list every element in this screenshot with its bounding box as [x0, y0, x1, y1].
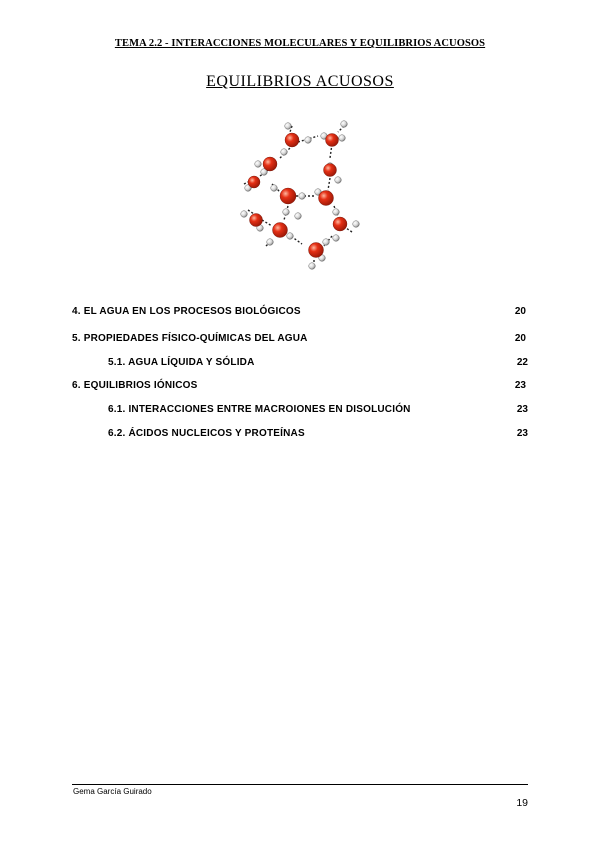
toc-entry	[72, 404, 532, 418]
hydrogen-bonds	[244, 126, 352, 266]
running-header: TEMA 2.2 - INTERACCIONES MOLECULARES Y EQUILIBRIOS ACUOSOS	[114, 38, 486, 49]
footer-divider	[72, 784, 528, 785]
toc-entry-page: 23	[516, 404, 528, 415]
toc-entry-label: 5. PROPIEDADES FÍSICO-QUÍMICAS DEL AGUA	[72, 333, 308, 344]
toc-entry-label: 6.1. INTERACCIONES ENTRE MACROIONES EN DISOLUCIÓN	[108, 404, 411, 415]
toc-entry	[72, 333, 532, 347]
toc-entry	[72, 306, 532, 320]
toc-entry-page: 23	[516, 428, 528, 439]
footer-author: Gema García Guirado	[73, 787, 152, 796]
water-molecules-illustration	[232, 118, 372, 278]
page-number: 19	[516, 797, 528, 809]
section-title: EQUILIBRIOS ACUOSOS	[206, 73, 394, 90]
toc-entry	[72, 428, 532, 442]
toc-entry	[72, 380, 532, 394]
toc-entry-page: 20	[514, 333, 526, 344]
toc-entry-page: 20	[514, 306, 526, 317]
toc-entry-label: 5.1. AGUA LÍQUIDA Y SÓLIDA	[108, 357, 255, 368]
toc-entry-label: 6. EQUILIBRIOS IÓNICOS	[72, 380, 198, 391]
oxygen-atoms	[248, 133, 347, 258]
toc-entry	[72, 357, 532, 371]
toc-entry-label: 4. EL AGUA EN LOS PROCESOS BIOLÓGICOS	[72, 306, 301, 317]
toc-entry-page: 22	[516, 357, 528, 368]
toc-entry-page: 23	[514, 380, 526, 391]
toc-entry-label: 6.2. ÁCIDOS NUCLEICOS Y PROTEÍNAS	[108, 428, 305, 439]
hydrogen-atoms	[241, 121, 360, 270]
